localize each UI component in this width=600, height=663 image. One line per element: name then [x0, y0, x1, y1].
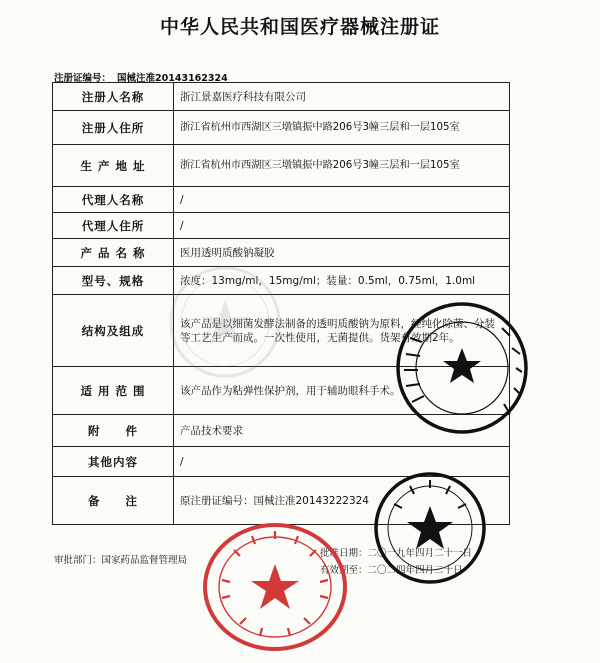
row-label: 注册人住所: [53, 111, 174, 145]
table-row: [53, 213, 510, 239]
registration-number: 国械注准20143162324: [117, 73, 228, 84]
approval-date: 二〇一九年四月二十一日: [367, 548, 473, 559]
row-label: 其他内容: [53, 447, 174, 477]
row-value: 浙江省杭州市西湖区三墩镇振中路206号3幢三层和一层105室: [174, 111, 510, 145]
row-value: 该产品是以细菌发酵法制备的透明质酸钠为原料，经纯化除菌、分装等工艺生产而成。一次性使用，无菌提供。货架有效期2年。: [174, 295, 510, 367]
row-value: 医用透明质酸钠凝胶: [174, 239, 510, 267]
row-label: 产 品 名 称: [53, 239, 174, 267]
row-value: /: [174, 187, 510, 213]
row-label: 型号、规格: [53, 267, 174, 295]
company-seal-icon: [392, 298, 532, 438]
row-label: 注册人名称: [53, 83, 174, 111]
row-value: 原注册证编号：国械注准20143222324: [174, 477, 510, 525]
row-label: 代理人名称: [53, 187, 174, 213]
authority-name: 国家药品监督管理局: [101, 555, 188, 566]
row-label: 备 注: [53, 477, 174, 525]
row-value: /: [174, 447, 510, 477]
row-value: 浓度：13mg/ml，15mg/ml；装量：0.5ml，0.75ml，1.0ml: [174, 267, 510, 295]
authority-line: [54, 552, 187, 566]
table-row: [53, 111, 510, 145]
row-value: 产品技术要求: [174, 415, 510, 447]
document-title: 中华人民共和国医疗器械注册证: [159, 16, 440, 38]
authority-seal-icon: [367, 468, 490, 588]
faint-seal-icon: [165, 262, 285, 382]
registration-number-label: 注册证编号：: [54, 73, 112, 84]
row-label: 生 产 地 址: [53, 145, 174, 187]
row-value: 浙江景嘉医疗科技有限公司: [174, 83, 510, 111]
table-row: [53, 145, 510, 187]
row-label: 适 用 范 围: [53, 367, 174, 415]
approval-date-label: 批准日期：: [320, 548, 368, 559]
row-label: 结构及组成: [53, 295, 174, 367]
table-row: [53, 83, 510, 111]
authority-label: 审批部门：: [54, 555, 102, 566]
row-label: 附 件: [53, 415, 174, 447]
row-value: 该产品作为粘弹性保护剂，用于辅助眼科手术。: [174, 367, 510, 415]
valid-until-label: 有效期至：: [320, 565, 368, 576]
red-seal-icon: [200, 520, 350, 655]
valid-until-date: 二〇二四年四月二十日: [367, 565, 463, 576]
table-row: [53, 187, 510, 213]
row-value: 浙江省杭州市西湖区三墩镇振中路206号3幢三层和一层105室: [174, 145, 510, 187]
row-label: 代理人住所: [53, 213, 174, 239]
row-value: /: [174, 213, 510, 239]
